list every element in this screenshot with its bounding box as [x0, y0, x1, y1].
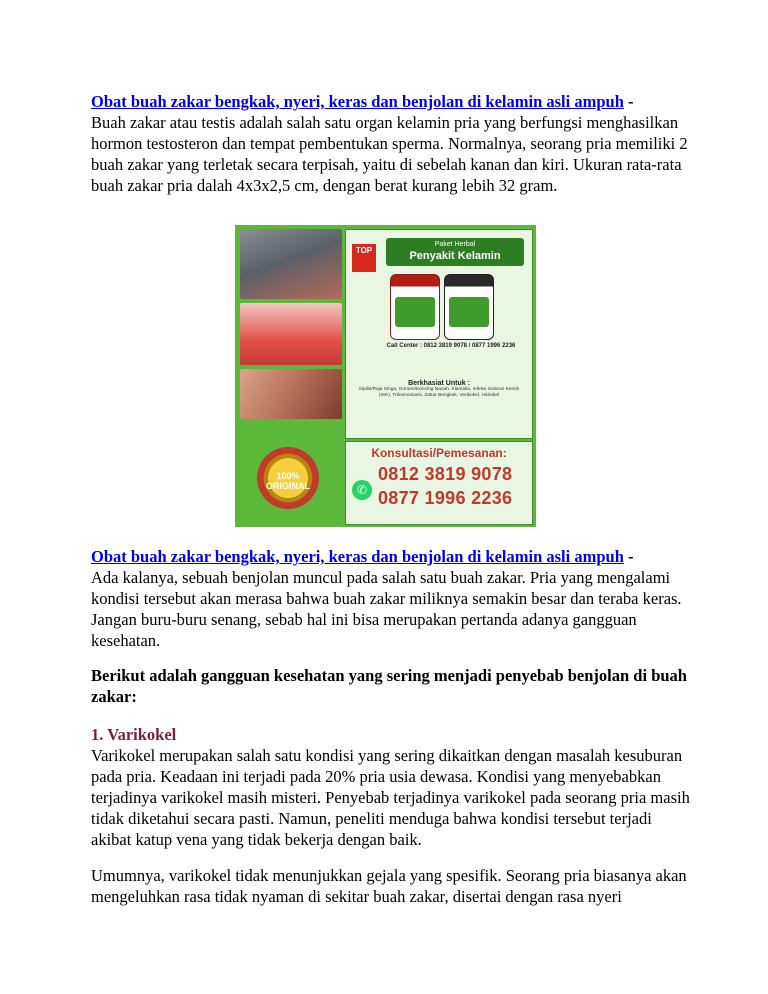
- product-panel: [345, 229, 533, 439]
- intro-separator: -: [623, 92, 634, 111]
- paket-line1: Paket Herbal: [434, 241, 476, 248]
- second-title-link[interactable]: Obat buah zakar bengkak, nyeri, keras dan benjolan di kelamin asli ampuh: [91, 547, 624, 566]
- product-promo-image: [235, 225, 536, 527]
- top-quality-badge: TOP: [352, 244, 376, 272]
- original-seal-icon: [257, 447, 319, 509]
- last-paragraph: Umumnya, varikokel tidak menunjukkan gejala yang spesifik. Seorang pria biasanya akan mengeluhkan rasa tidak nyaman di sekitar buah zakar, disertai dengan rasa nyeri: [91, 866, 687, 906]
- berkhasiat-title: Berkhasiat Untuk :: [408, 380, 470, 387]
- paket-header: [386, 238, 524, 266]
- section-heading: Berikut adalah gangguan kesehatan yang sering menjadi penyebab benjolan di buah zakar:: [91, 666, 687, 706]
- berkhasiat-text: Sipilis/Raja Singa, Gonore/Kencing Nanah, Klamidia, Infeksi Saluran Kemih (ISK), Trikomoniasis, Zakar Bengkak, Verikokel, Hidrokel: [358, 387, 520, 398]
- whatsapp-icon: ✆: [352, 480, 372, 500]
- intro-paragraph: [91, 91, 691, 196]
- photo-skin: [240, 369, 342, 419]
- consultation-box: [345, 441, 533, 525]
- seal-text: 100% ORIGINAL: [266, 471, 310, 491]
- varikokel-text: Varikokel merupakan salah satu kondisi yang sering dikaitkan dengan masalah kesuburan pada pria. Keadaan ini terjadi pada 20% pria usia dewasa. Kondisi yang menyebabkan terjadinya varikokel masih misteri. Penyebab terjadinya varikokel pada seorang pria masih tidak diketahui secara pasti. Namun, peneliti menduga bahwa kondisi tersebut terjadi akibat katup vena yang tidak bekerja dengan baik.: [91, 746, 690, 849]
- intro-title-link[interactable]: Obat buah zakar bengkak, nyeri, keras dan benjolan di kelamin asli ampuh: [91, 92, 624, 111]
- second-paragraph: [91, 546, 691, 651]
- product-jar-black: [444, 274, 494, 340]
- photo-groin: [240, 229, 342, 299]
- varikokel-section: [91, 724, 691, 850]
- berkhasiat-block: [352, 380, 526, 399]
- paket-line2: Penyakit Kelamin: [409, 250, 501, 262]
- phone-number-1: 0812 3819 9078: [378, 464, 513, 484]
- product-jar-red: [390, 274, 440, 340]
- konsultasi-heading: Konsultasi/Pemesanan:: [371, 446, 507, 460]
- phone-number-2: 0877 1996 2236: [378, 488, 513, 508]
- intro-text: Buah zakar atau testis adalah salah satu organ kelamin pria yang berfungsi menghasilkan hormon testosteron dan tempat pembentukan sperma. Normalnya, seorang pria memiliki 2 buah zakar yang terletak secara terpisah, yaitu di sebelah kanan dan kiri. Ukuran rata-rata buah zakar pria dalah 4x3x2,5 cm, dengan berat kurang lebih 32 gram.: [91, 113, 688, 195]
- photo-pain: [240, 303, 342, 365]
- varikokel-title: 1. Varikokel: [91, 725, 177, 744]
- second-separator: -: [623, 547, 634, 566]
- second-text: Ada kalanya, sebuah benjolan muncul pada salah satu buah zakar. Pria yang mengalami kondisi tersebut akan merasa bahwa buah zakar miliknya semakin besar dan teraba keras. Jangan buru-buru senang, sebab hal ini bisa merupakan pertanda adanya gangguan kesehatan.: [91, 568, 682, 650]
- call-center: Call Center : 0812 3819 9078 / 0877 1996 2236: [386, 343, 516, 349]
